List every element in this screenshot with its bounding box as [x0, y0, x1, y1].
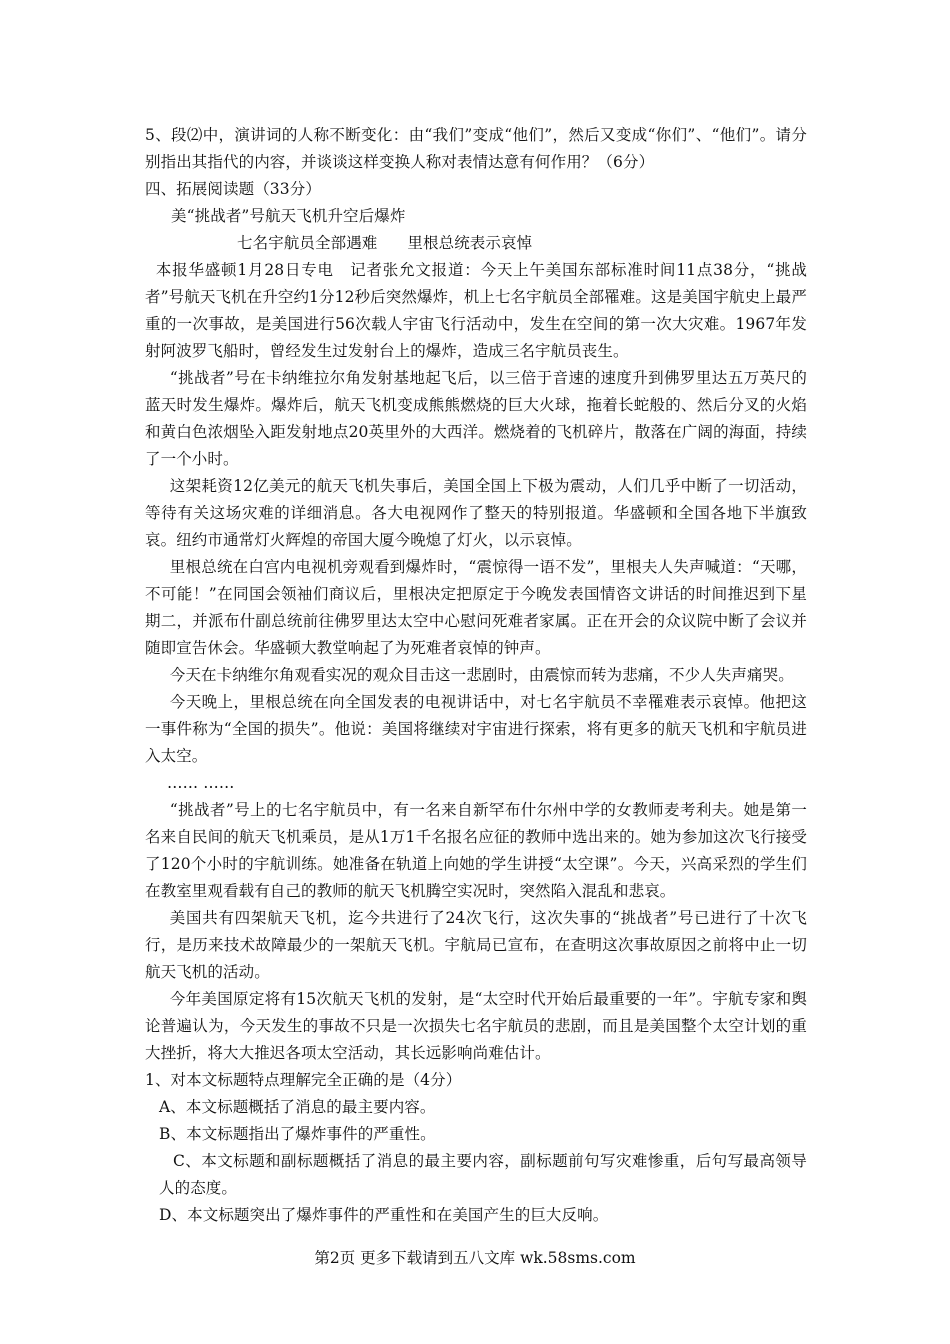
article-headline: 美“挑战者”号航天飞机升空后爆炸: [171, 207, 406, 225]
article-subheadline: [145, 230, 807, 257]
page-footer: 第2页 更多下载请到五八文库 wk.58sms.com: [314, 1249, 636, 1267]
article-paragraph: 这架耗资12亿美元的航天飞机失事后，美国全国上下极为震动，人们几乎中断了一切活动，等待有关这场灾难的详细消息。各大电视网作了整天的特别报道。华盛顿和全国各地下半旗致哀。纽约市通常灯火辉煌的帝国大厦今晚熄了灯火，以示哀悼。: [145, 477, 807, 549]
article-paragraph: 今年美国原定将有15次航天飞机的发射，是“太空时代开始后最重要的一年”。宇航专家和舆论普遍认为，今天发生的事故不只是一次损失七名宇航员的悲剧，而且是美国整个太空计划的重大挫折，将大大推迟各项太空活动，其长远影响尚难估计。: [145, 990, 807, 1062]
option-c-text: C、本文标题和副标题概括了消息的最主要内容，副标题前句写灾难惨重，后句写最高领导人的态度。: [159, 1152, 807, 1197]
article-paragraph: 里根总统在白宫内电视机旁观看到爆炸时，“震惊得一语不发”，里根夫人失声喊道：“天哪，不可能！”在同国会领袖们商议后，里根决定把原定于今晚发表国情咨文讲话的时间推迟到下星期二，并派布什副总统前往佛罗里达太空中心慰问死难者家属。正在开会的众议院中断了会议并随即宣告休会。华盛顿大教堂响起了为死难者哀悼的钟声。: [145, 558, 807, 657]
article-paragraph: “挑战者”号在卡纳维拉尔角发射基地起飞后，以三倍于音速的速度升到佛罗里达五万英尺的蓝天时发生爆炸。爆炸后，航天飞机变成熊熊燃烧的巨大火球，拖着长蛇般的、然后分叉的火焰和黄白色浓烟坠入距发射地点20英里外的大西洋。燃烧着的飞机碎片，散落在广阔的海面，持续了一个小时。: [145, 369, 807, 468]
question-1-option-b: B、本文标题指出了爆炸事件的严重性。: [159, 1125, 436, 1143]
article-paragraph: 本报华盛顿1月28日专电 记者张允文报道：今天上午美国东部标准时间11点38分，“挑战者”号航天飞机在升空约1分12秒后突然爆炸，机上七名宇航员全部罹难。这是美国宇航史上最严重的一次事故，是美国进行56次载人宇宙飞行活动中，发生在空间的第一次大灾难。1967年发射阿波罗飞船时，曾经发生过发射台上的爆炸，造成三名宇航员丧生。: [145, 261, 807, 360]
question-1-option-c: [145, 1148, 807, 1202]
question-5: 5、段⑵中，演讲词的人称不断变化：由“我们”变成“他们”，然后又变成“你们”、“他们”。请分别指出其指代的内容，并谈谈这样变换人称对表情达意有何作用？（6分）: [145, 126, 807, 171]
subheadline-left: 七名宇航员全部遇难: [237, 234, 378, 252]
ellipsis-line: …… ……: [167, 774, 235, 792]
question-1-stem: 1、对本文标题特点理解完全正确的是（4分）: [145, 1071, 462, 1089]
article-paragraph: “挑战者”号上的七名宇航员中，有一名来自新罕布什尔州中学的女教师麦考利夫。她是第一名来自民间的航天飞机乘员，是从1万1千名报名应征的教师中选出来的。她为参加这次飞行接受了120个小时的宇航训练。她准备在轨道上向她的学生讲授“太空课”。今天，兴高采烈的学生们在教室里观看载有自己的教师的航天飞机腾空实况时，突然陷入混乱和悲哀。: [145, 801, 807, 900]
document-body: [145, 122, 807, 1229]
article-paragraph: 今天晚上，里根总统在向全国发表的电视讲话中，对七名宇航员不幸罹难表示哀悼。他把这一事件称为“全国的损失”。他说：美国将继续对宇宙进行探索，将有更多的航天飞机和宇航员进入太空。: [145, 693, 807, 765]
subheadline-right: 里根总统表示哀悼: [407, 234, 533, 252]
article-paragraph: 美国共有四架航天飞机，迄今共进行了24次飞行，这次失事的“挑战者”号已进行了十次飞行，是历来技术故障最少的一架航天飞机。宇航局已宣布，在查明这次事故原因之前将中止一切航天飞机的活动。: [145, 909, 807, 981]
question-1-option-a: A、本文标题概括了消息的最主要内容。: [159, 1098, 436, 1116]
section-heading: 四、拓展阅读题（33分）: [145, 180, 321, 198]
article-paragraph: 今天在卡纳维尔角观看实况的观众目击这一悲剧时，由震惊而转为悲痛，不少人失声痛哭。: [169, 666, 794, 684]
question-1-option-d: D、本文标题突出了爆炸事件的严重性和在美国产生的巨大反响。: [159, 1206, 609, 1224]
